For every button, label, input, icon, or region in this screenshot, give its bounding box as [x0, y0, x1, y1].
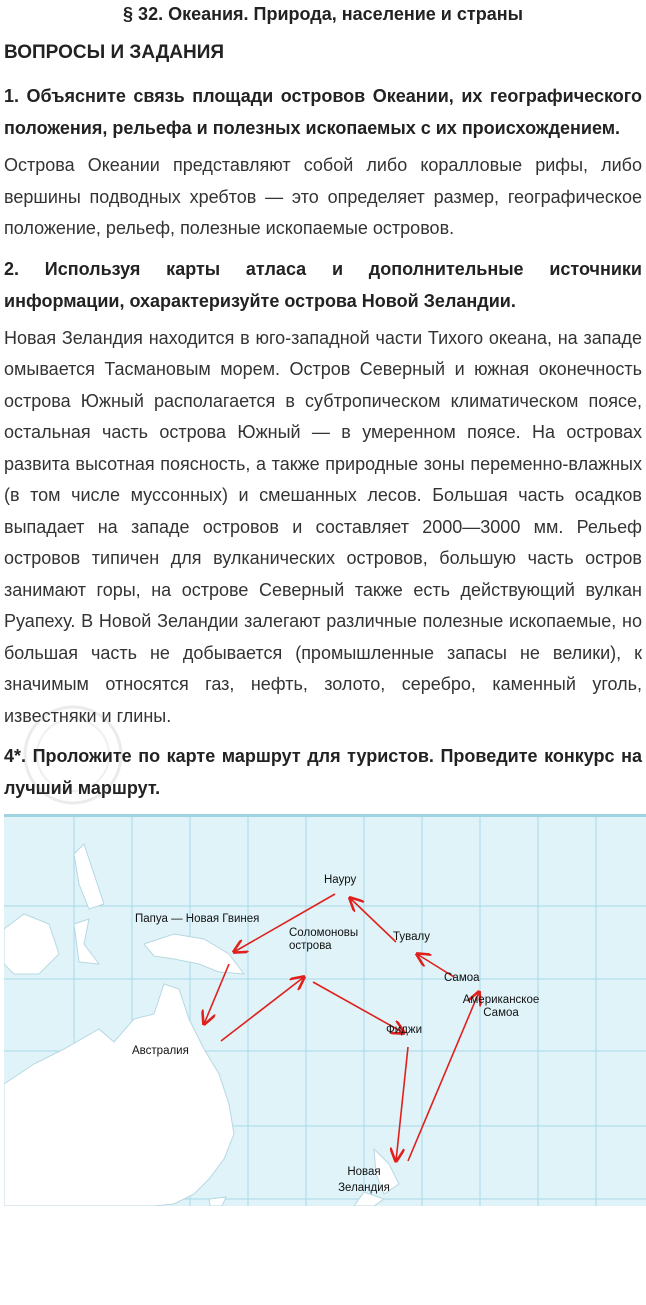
label-nauru: Науру	[324, 874, 357, 886]
section-heading: ВОПРОСЫ И ЗАДАНИЯ	[4, 42, 225, 63]
answer-1: Острова Океании представляют собой либо коралловые рифы, либо вершины подводных хребтов — это определяет размер, географическое положение, рельеф, полезные ископаемые островов.	[4, 155, 642, 238]
question-4: 4*. Проложите по карте маршрут для туристов. Проведите конкурс на лучший маршрут.	[4, 746, 642, 798]
page-title: § 32. Океания. Природа, население и страны	[123, 4, 523, 24]
answer-2: Новая Зеландия находится в юго-западной части Тихого океана, на западе омывается Тасмановым морем. Остров Северный и южная оконечность острова Южный располагается в субтропическом климатическом поясе, остальная часть острова Южный — в умеренном поясе. На островах развита высотная поясность, а также природные зоны переменно-влажных (в том числе муссонных) и смешанных лесов. Большая часть осадков выпадает на западе островов и составляет 2000—3000 мм. Рельеф островов типичен для вулканических островов, большую часть остров занимают горы, на острове Северный также есть действующий вулкан Руапеху. В Новой Зеландии залегают различные полезные ископаемые, но большая часть не добывается (промышленные запасы не велики), к значимым относятся газ, нефть, золото, серебро, каменный уголь, известняки и глины.	[4, 327, 642, 726]
australia-land	[4, 984, 234, 1206]
label-australia: Австралия	[132, 1045, 189, 1057]
tasmania-land	[209, 1197, 226, 1206]
arrow-png-australia	[204, 964, 229, 1024]
oceania-route-map	[4, 814, 646, 1206]
arrow-australia-solomon	[221, 977, 304, 1041]
borneo-land	[4, 914, 59, 974]
label-new-zealand: Новая Зеландия	[338, 1166, 390, 1194]
sulawesi-land	[74, 919, 99, 964]
label-papua-new-guinea: Папуа — Новая Гвинея	[135, 913, 260, 925]
label-fiji: Фиджи	[386, 1024, 422, 1036]
label-samoa: Самоа	[444, 972, 480, 984]
land-masses	[4, 844, 399, 1206]
label-american-samoa: Американское Самоа	[462, 994, 540, 1019]
label-tuvalu: Тувалу	[393, 931, 430, 943]
question-1: 1. Объясните связь площади островов Океании, их географического положения, рельефа и полезных ископаемых с их происхождением.	[4, 86, 642, 138]
new-guinea-land	[144, 934, 244, 974]
philippines-land	[74, 844, 104, 909]
arrow-fiji-nz	[396, 1047, 408, 1161]
question-2: 2. Используя карты атласа и дополнительные источники информации, охарактеризуйте острова Новой Зеландии.	[4, 258, 642, 311]
label-solomon-islands: Соломоновы острова	[289, 927, 359, 952]
